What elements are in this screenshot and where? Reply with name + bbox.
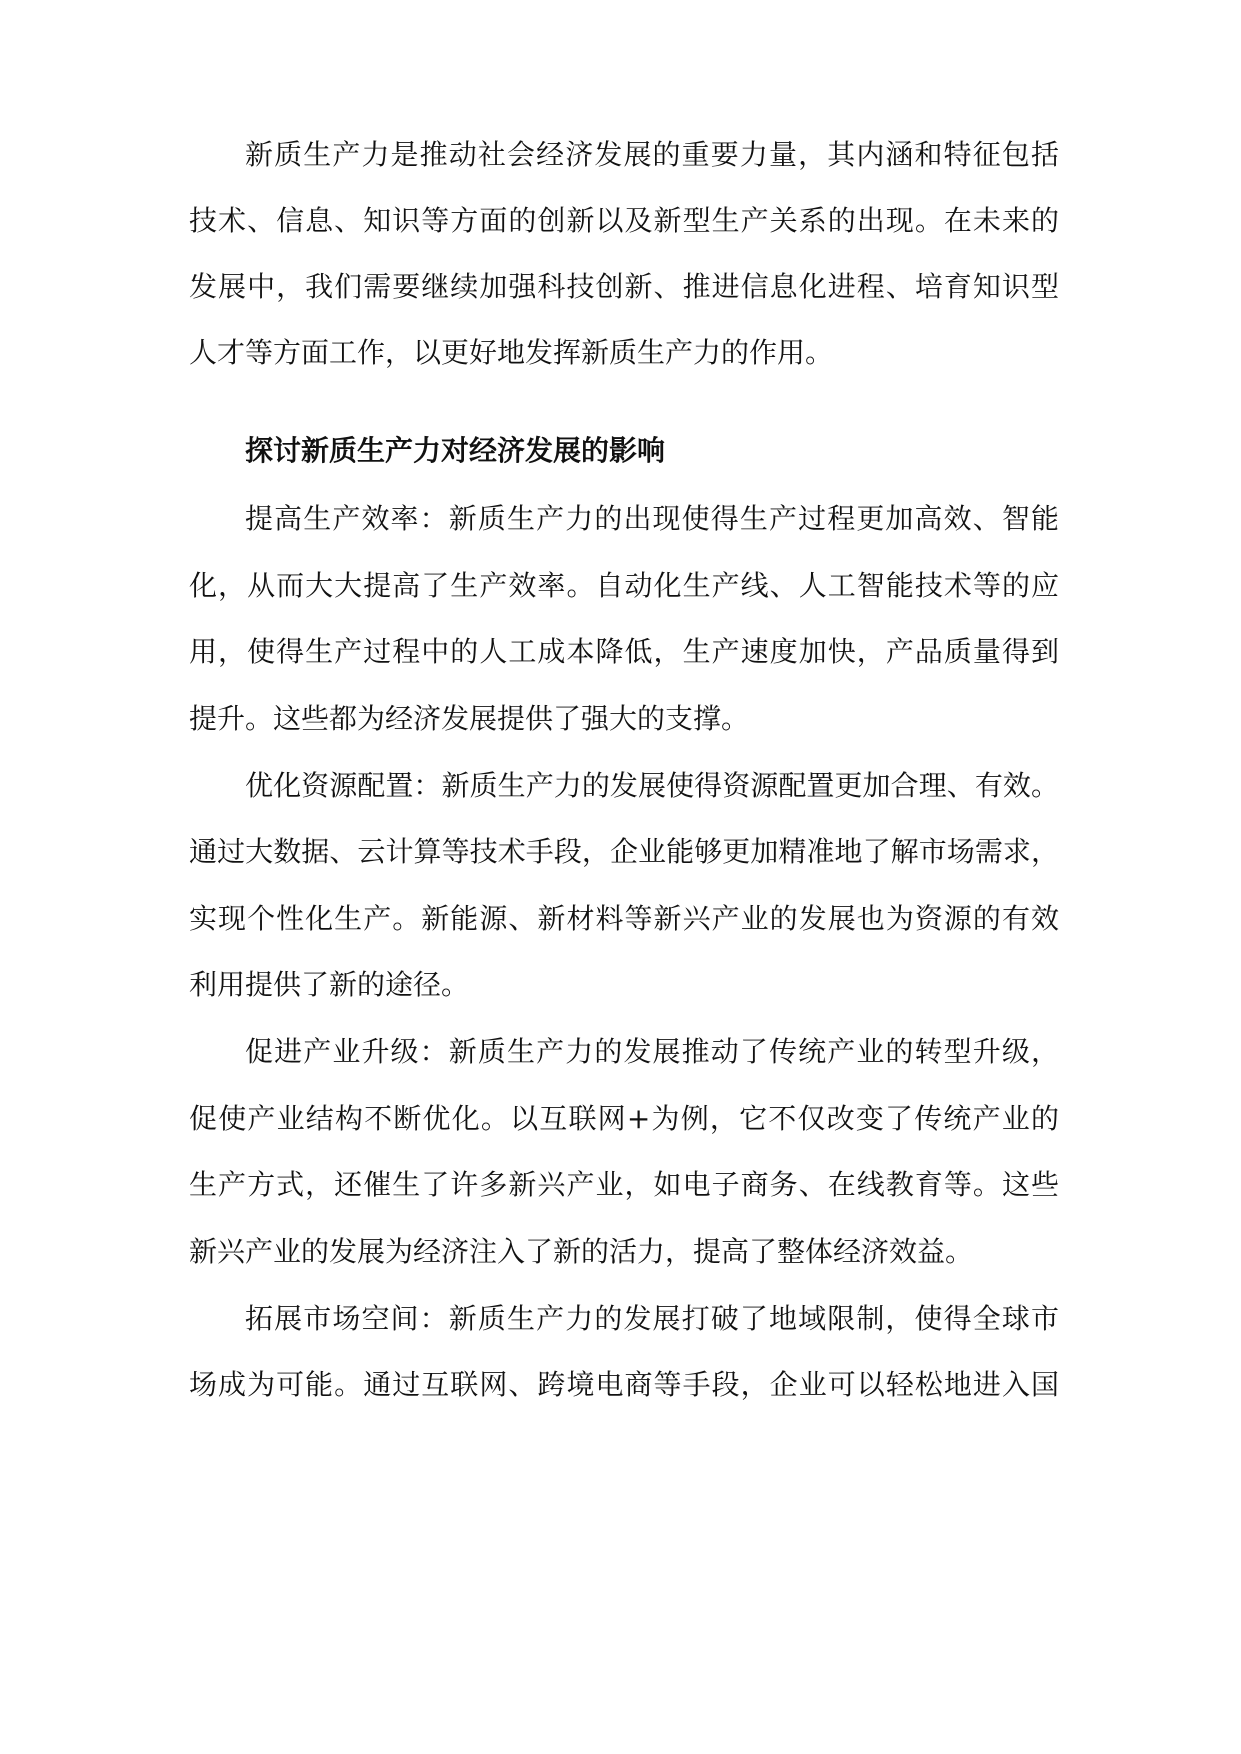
text-line: 场成为可能。通过互联网、跨境电商等手段，企业可以轻松地进入国	[189, 1368, 1059, 1401]
text-line: 发展中，我们需要继续加强科技创新、推进信息化进程、培育知识型	[189, 270, 1059, 303]
text-line: 新兴产业的发展为经济注入了新的活力，提高了整体经济效益。	[189, 1235, 974, 1268]
text-line: 通过大数据、云计算等技术手段，企业能够更加精准地了解市场需求，	[189, 835, 1059, 868]
text-line: 化，从而大大提高了生产效率。自动化生产线、人工智能技术等的应	[189, 569, 1059, 602]
section-heading: 探讨新质生产力对经济发展的影响	[245, 434, 666, 467]
text-line: 促进产业升级：新质生产力的发展推动了传统产业的转型升级，	[245, 1035, 1059, 1068]
text-line: 利用提供了新的途径。	[189, 968, 470, 1001]
text-line: 拓展市场空间：新质生产力的发展打破了地域限制，使得全球市	[245, 1302, 1059, 1335]
text-line: 提升。这些都为经济发展提供了强大的支撑。	[189, 702, 750, 735]
text-line: 促使产业结构不断优化。以互联网+为例，它不仅改变了传统产业的	[189, 1102, 1059, 1135]
text-line: 技术、信息、知识等方面的创新以及新型生产关系的出现。在未来的	[189, 204, 1059, 237]
text-line: 实现个性化生产。新能源、新材料等新兴产业的发展也为资源的有效	[189, 902, 1059, 935]
text-line: 人才等方面工作，以更好地发挥新质生产力的作用。	[189, 336, 834, 369]
text-line: 生产方式，还催生了许多新兴产业，如电子商务、在线教育等。这些	[189, 1168, 1059, 1201]
text-line: 新质生产力是推动社会经济发展的重要力量，其内涵和特征包括	[245, 138, 1059, 171]
text-line: 优化资源配置：新质生产力的发展使得资源配置更加合理、有效。	[245, 769, 1059, 802]
text-line: 用，使得生产过程中的人工成本降低，生产速度加快，产品质量得到	[189, 635, 1059, 668]
text-line: 提高生产效率：新质生产力的出现使得生产过程更加高效、智能	[245, 502, 1059, 535]
